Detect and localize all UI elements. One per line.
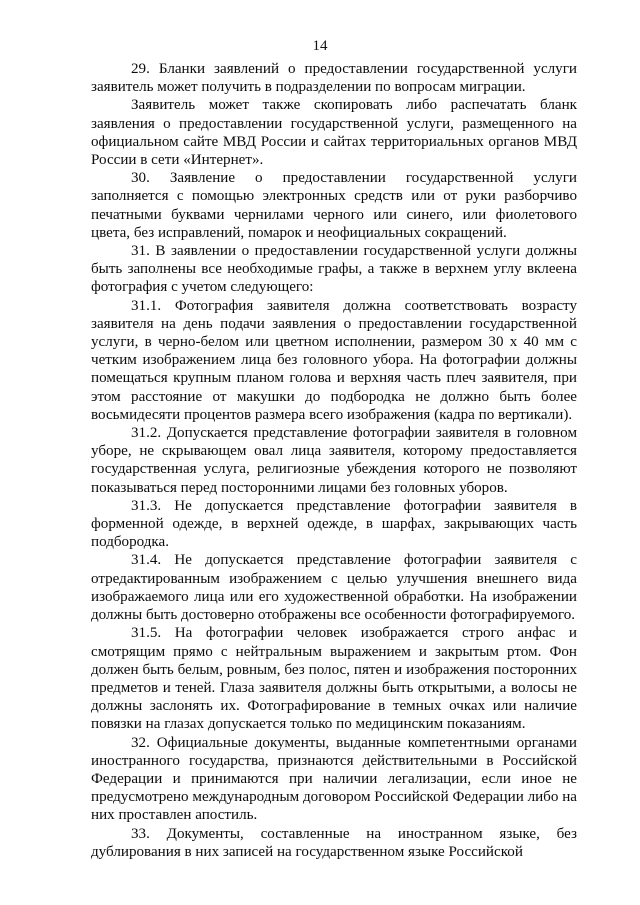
paragraph-31-1: 31.1. Фотография заявителя должна соответствовать возрасту заявителя на день подачи заявления о предоставлении государственной услуги, в черно-белом или цветном исполнении, размером 30 х 40 мм с четким изображением лица без головного убора. На фотографии должны помещаться крупным планом голова и верхняя часть плеч заявителя, при этом расстояние от макушки до подбородка не должно быть более восьмидесяти процентов размера всего изображения (кадра по вертикали). — [91, 297, 577, 423]
paragraph-31-2: 31.2. Допускается представление фотографии заявителя в головном уборе, не скрывающем овал лица заявителя, которому предоставляется государственная услуга, религиозные убеждения которого не позволяют показываться перед посторонними лицами без головных уборов. — [91, 425, 577, 496]
paragraph-31-3: 31.3. Не допускается представление фотографии заявителя в форменной одежде, в верхней одежде, в шарфах, закрывающих часть подбородка. — [91, 497, 577, 551]
paragraph-29: 29. Бланки заявлений о предоставлении государственной услуги заявитель может получить в подразделении по вопросам миграции. — [91, 61, 577, 96]
document-body — [91, 60, 577, 861]
paragraph-33: 33. Документы, составленные на иностранном языке, без дублирования в них записей на государственном языке Российской — [91, 825, 577, 860]
page-number: 14 — [312, 38, 328, 54]
paragraph-31-5: 31.5. На фотографии человек изображается строго анфас и смотрящим прямо с нейтральным выражением и закрытым ртом. Фон должен быть белым, ровным, без полос, пятен и изображения посторонних предметов и теней. Глаза заявителя должны быть открытыми, а волосы не должны заслонять их. Фотографирование в темных очках или наличие повязки на глазах допускается только по медицинским показаниям. — [91, 625, 577, 733]
paragraph-32: 32. Официальные документы, выданные компетентными органами иностранного государства, признаются действительными в Российской Федерации и принимаются при наличии легализации, если иное не предусмотрено международным договором Российской Федерации либо на них проставлен апостиль. — [91, 734, 577, 824]
paragraph-31: 31. В заявлении о предоставлении государственной услуги должны быть заполнены все необходимые графы, а также в верхнем углу вклеена фотография с учетом следующего: — [91, 243, 577, 296]
paragraph-29-continuation: Заявитель может также скопировать либо распечатать бланк заявления о предоставлении государственной услуги, размещенного на официальном сайте МВД России и сайтах территориальных органов МВД России в сети «Интернет». — [91, 97, 577, 169]
paragraph-30: 30. Заявление о предоставлении государственной услуги заполняется с помощью электронных средств или от руки разборчиво печатными буквами чернилами черного или синего, или фиолетового цвета, без исправлений, помарок и неофициальных сокращений. — [91, 170, 577, 241]
paragraph-31-4: 31.4. Не допускается представление фотографии заявителя с отредактированным изображением с целью улучшения внешнего вида изображаемого лица или его художественной обработки. На изображении должны быть достоверно отображены все особенности фотографируемого. — [91, 552, 577, 624]
